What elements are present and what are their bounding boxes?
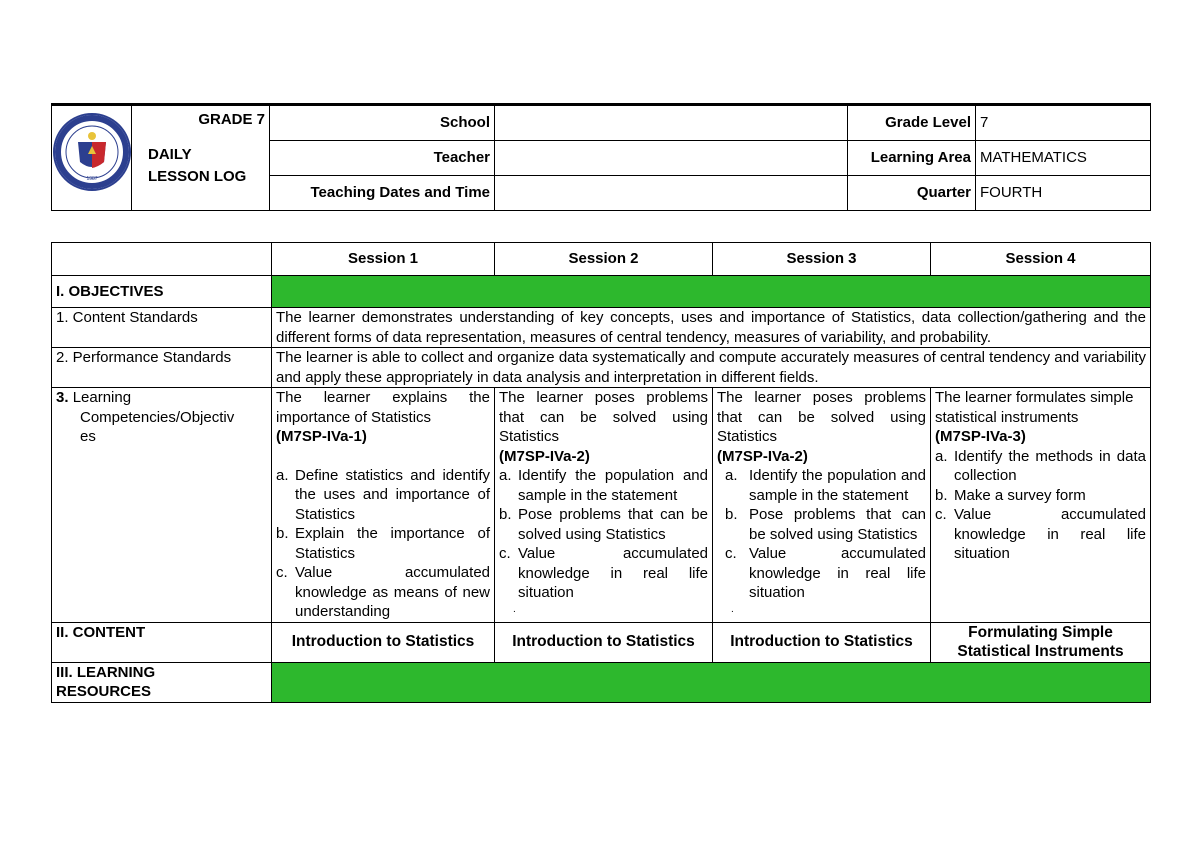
session-4-header: Session 4 — [931, 243, 1151, 276]
content-session-1: Introduction to Statistics — [272, 622, 495, 662]
lesson-log-table — [51, 242, 1151, 703]
competency-code: (M7SP-IVa-2) — [717, 447, 808, 465]
list-item — [276, 563, 490, 622]
deped-seal-icon — [52, 106, 132, 198]
resources-green-band — [272, 662, 1151, 702]
content-heading: II. CONTENT — [52, 622, 272, 662]
grade-title: GRADE 7 — [198, 111, 265, 128]
list-text: Explain the importance of Statistics — [295, 525, 490, 562]
list-text: Make a survey form — [954, 486, 1086, 504]
competencies-label-cell — [52, 388, 272, 623]
performance-standards-text: The learner is able to collect and organize data systematically and compute accurately measures of central tendency and variability and apply these appropriately in data analysis and interpretation in different fields. — [272, 348, 1151, 388]
competency-intro: The learner poses problems that can be solved using Statistics — [499, 389, 708, 445]
competency-list — [717, 466, 926, 603]
competency-session-2 — [495, 388, 713, 623]
competency-session-3 — [713, 388, 931, 623]
list-item — [725, 544, 926, 603]
competencies-label-3: es — [80, 428, 96, 445]
list-letter: c. — [499, 545, 511, 562]
list-letter: b. — [499, 506, 512, 523]
resources-heading-cell — [52, 662, 272, 702]
list-text: Identify the population and sample in the statement — [518, 467, 708, 504]
competencies-label-2: Competencies/Objectiv — [80, 408, 235, 426]
dates-field[interactable] — [495, 176, 848, 211]
school-field[interactable] — [495, 105, 848, 141]
grade-level-label: Grade Level — [848, 105, 976, 141]
objectives-heading: I. OBJECTIVES — [52, 276, 272, 308]
list-item — [935, 447, 1146, 486]
list-item — [725, 466, 926, 505]
list-letter: c. — [935, 506, 947, 523]
list-text: Identify the population and sample in the statement — [749, 467, 926, 504]
competencies-number: 3. — [56, 389, 69, 406]
list-item — [935, 486, 1146, 506]
list-text: Value accumulated knowledge in real life situation — [954, 506, 1146, 562]
list-item — [276, 524, 490, 563]
competency-list — [276, 466, 490, 622]
list-letter: a. — [725, 467, 738, 484]
quarter-label: Quarter — [848, 176, 976, 211]
teacher-label: Teacher — [270, 141, 495, 176]
competency-list — [499, 466, 708, 603]
list-item — [499, 544, 708, 603]
teacher-field[interactable] — [495, 141, 848, 176]
competency-code: (M7SP-IVa-1) — [276, 428, 367, 445]
list-item — [725, 505, 926, 544]
log-title-line2: LESSON LOG — [148, 167, 247, 185]
log-title-cell — [132, 105, 270, 211]
school-label: School — [270, 105, 495, 141]
blank-corner-cell — [52, 243, 272, 276]
list-item — [276, 466, 490, 525]
list-letter: b. — [725, 506, 738, 523]
list-text: Value accumulated knowledge as means of new understanding — [295, 564, 490, 620]
session-3-header: Session 3 — [713, 243, 931, 276]
competency-session-1 — [272, 388, 495, 623]
session-2-header: Session 2 — [495, 243, 713, 276]
header-table — [51, 103, 1151, 211]
list-item — [499, 466, 708, 505]
log-title-line1: DAILY — [148, 145, 192, 163]
list-text: Identify the methods in data collection — [954, 447, 1146, 484]
content-session-2: Introduction to Statistics — [495, 622, 713, 662]
content-session-4: Formulating Simple Statistical Instruments — [931, 622, 1151, 662]
performance-standards-label: 2. Performance Standards — [52, 348, 272, 388]
competency-code: (M7SP-IVa-2) — [499, 447, 590, 465]
trailing-dot: . — [731, 603, 734, 615]
content-standards-row — [52, 308, 1151, 348]
learning-area-value[interactable]: MATHEMATICS — [976, 141, 1151, 176]
competencies-label-1: Learning — [72, 389, 132, 406]
content-session-3: Introduction to Statistics — [713, 622, 931, 662]
deped-seal-cell — [52, 105, 132, 211]
list-text: Pose problems that can be solved using Statistics — [518, 506, 708, 543]
list-letter: a. — [935, 447, 948, 465]
content-row — [52, 622, 1151, 662]
objectives-row — [52, 276, 1151, 308]
competency-list — [935, 447, 1146, 564]
list-text: Define statistics and identify the uses and importance of Statistics — [295, 466, 490, 523]
resources-heading-line1: III. LEARNING — [56, 663, 156, 681]
resources-row — [52, 662, 1151, 702]
competency-session-4 — [931, 388, 1151, 623]
list-text: Value accumulated knowledge in real life situation — [749, 545, 926, 601]
list-text: Value accumulated knowledge in real life situation — [518, 545, 708, 601]
competency-code: (M7SP-IVa-3) — [935, 428, 1026, 445]
list-letter: b. — [276, 525, 289, 542]
competency-intro: The learner poses problems that can be solved using Statistics — [717, 389, 926, 445]
list-text: Pose problems that can be solved using Statistics — [749, 506, 926, 543]
list-letter: c. — [276, 564, 288, 581]
content-standards-label: 1. Content Standards — [52, 308, 272, 348]
list-item — [935, 505, 1146, 564]
list-letter: c. — [725, 545, 737, 562]
competency-intro: The learner formulates simple statistical instruments — [935, 389, 1134, 426]
grade-level-value[interactable]: 7 — [976, 105, 1151, 141]
quarter-value[interactable]: FOURTH — [976, 176, 1151, 211]
dates-label: Teaching Dates and Time — [270, 176, 495, 211]
session-1-header: Session 1 — [272, 243, 495, 276]
objectives-green-band — [272, 276, 1151, 308]
competencies-row — [52, 388, 1151, 623]
learning-area-label: Learning Area — [848, 141, 976, 176]
resources-heading-line2: RESOURCES — [56, 683, 152, 700]
sessions-row — [52, 243, 1151, 276]
list-item — [499, 505, 708, 544]
svg-text:1987: 1987 — [86, 176, 98, 182]
list-letter: a. — [276, 466, 289, 484]
performance-standards-row — [52, 348, 1151, 388]
trailing-dot: . — [513, 603, 516, 615]
content-standards-text: The learner demonstrates understanding of key concepts, uses and importance of Statistics, data collection/gathering and the different forms of data representation, measures of central tendency, measures of variability, and probability. — [272, 308, 1151, 348]
list-letter: b. — [935, 486, 948, 504]
list-letter: a. — [499, 467, 512, 484]
competency-intro: The learner explains the importance of Statistics — [276, 389, 490, 426]
